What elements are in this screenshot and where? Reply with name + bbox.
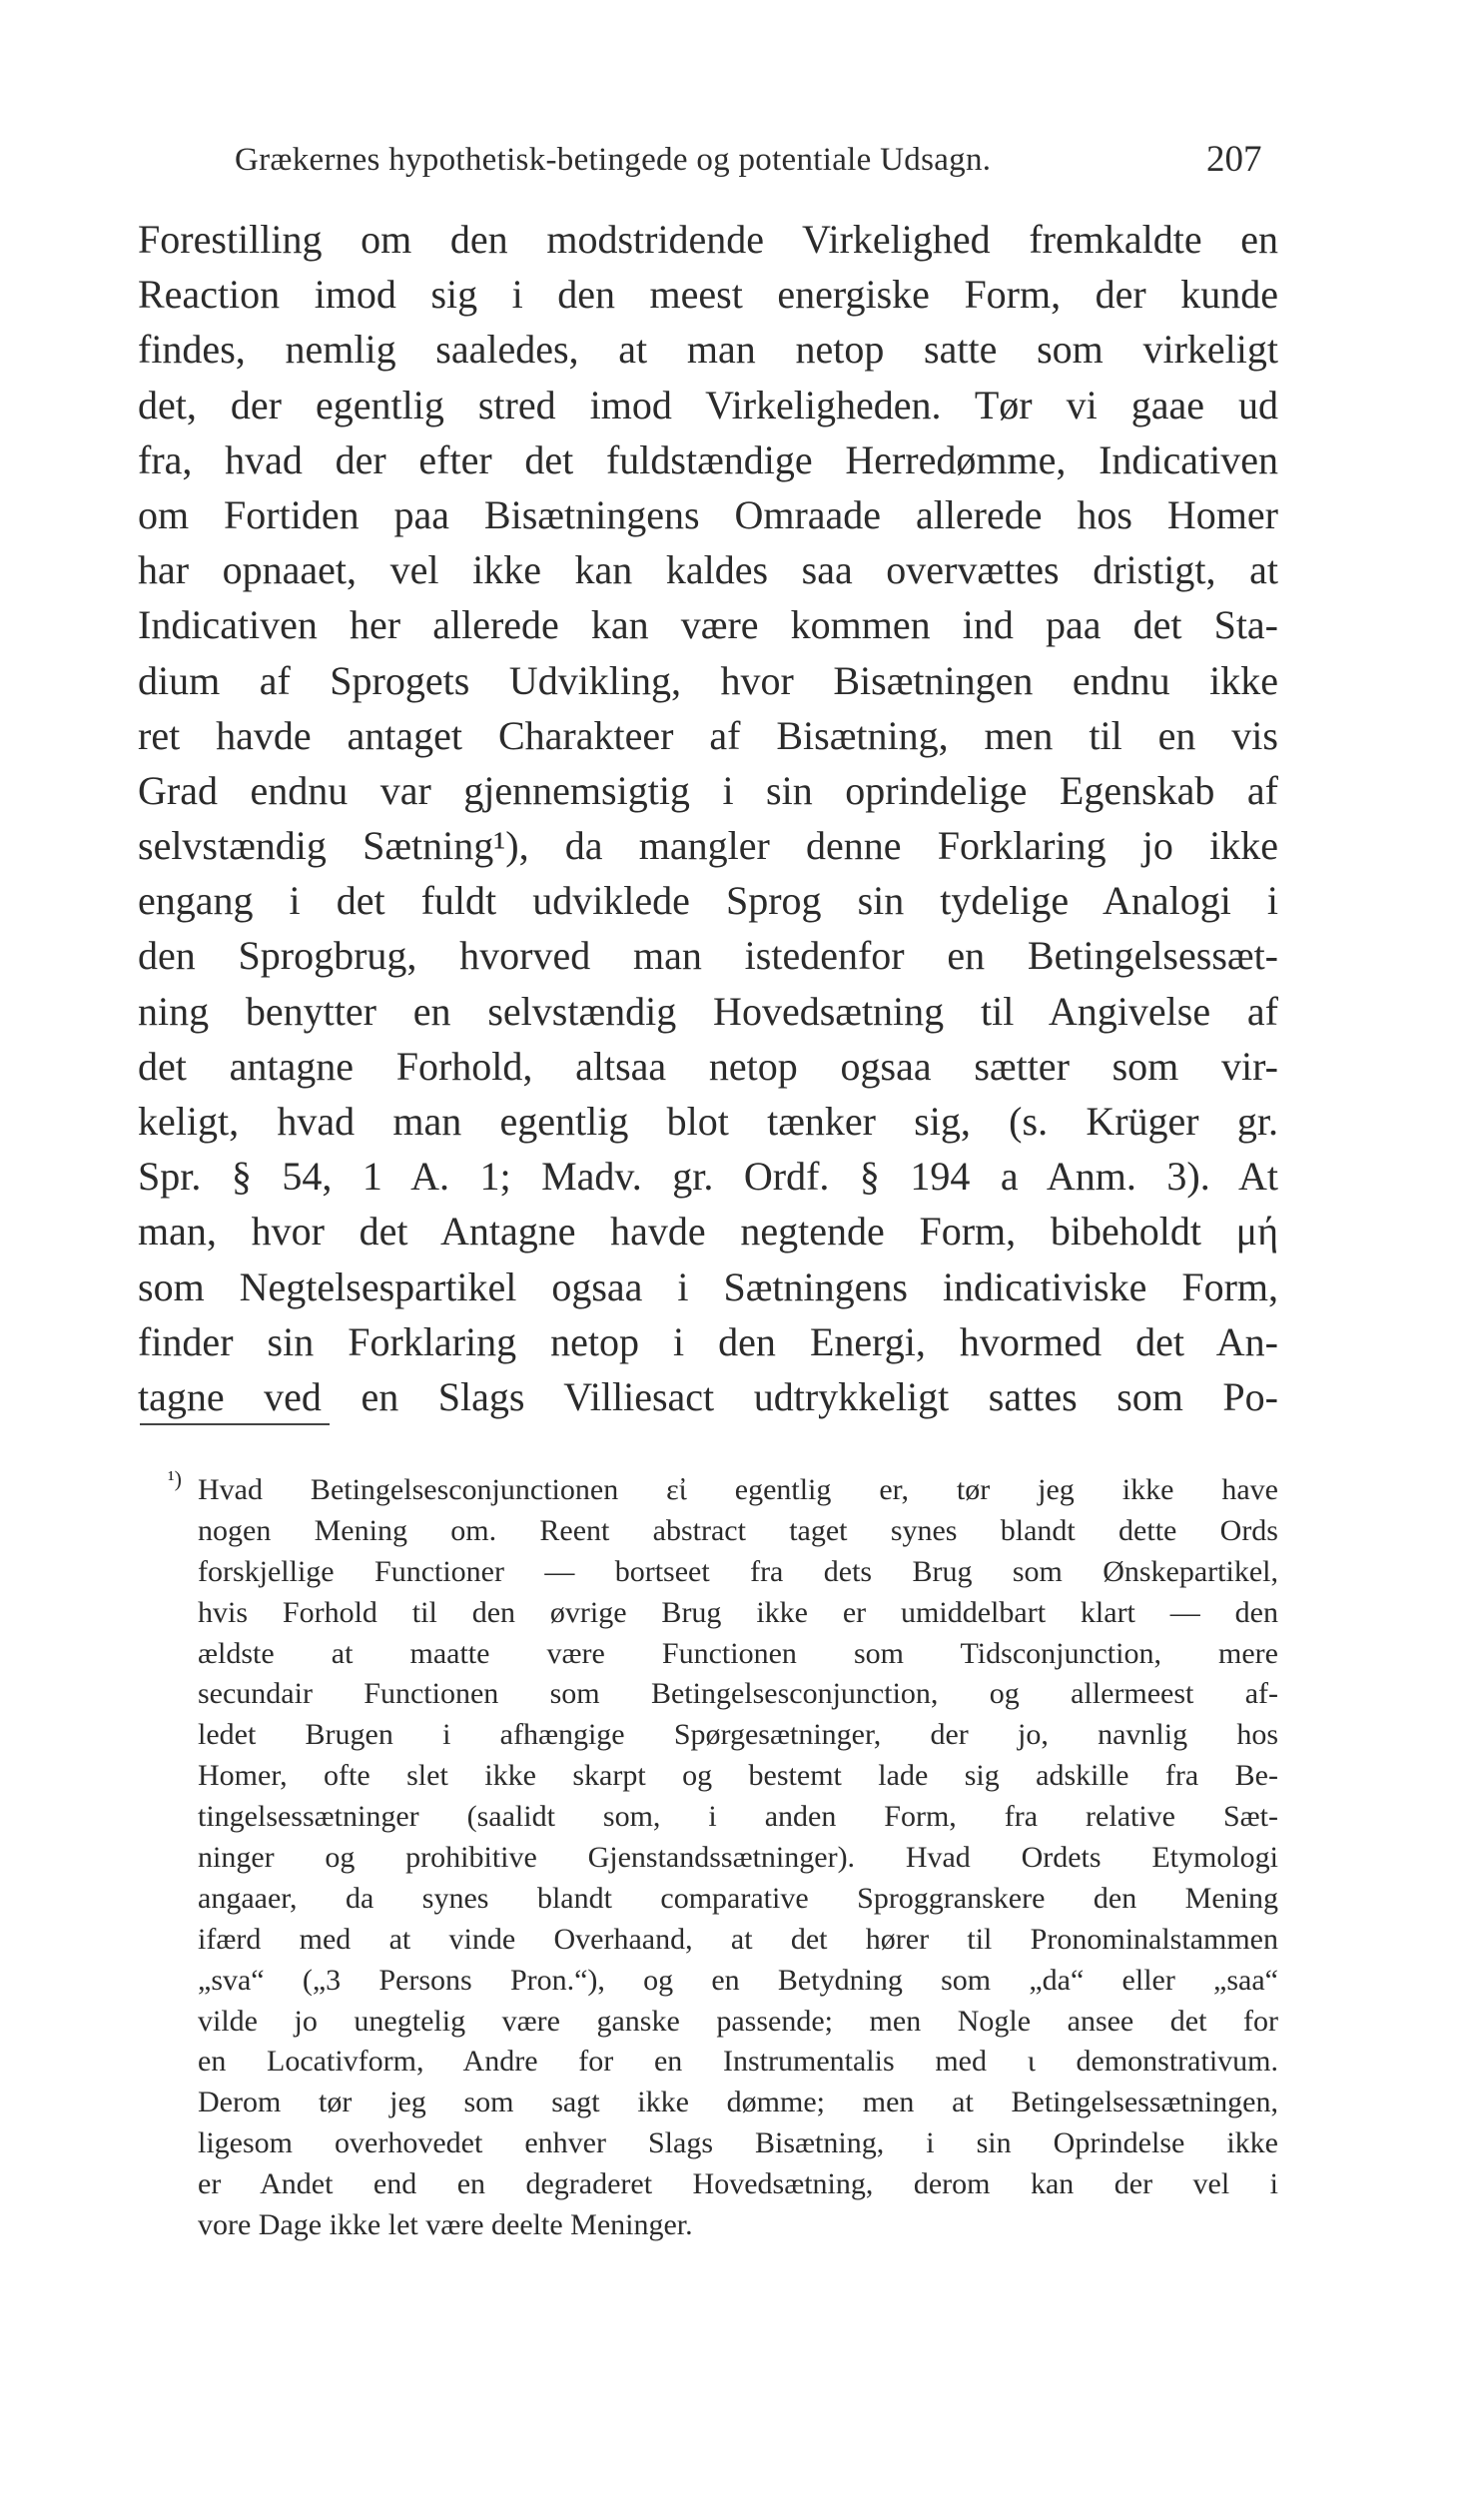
- footnote-line: forskjellige Functioner — bortseet fra dets Brug som Ønskepartikel,: [198, 1554, 1278, 1588]
- footnote-line: er Andet end en degraderet Hovedsætning, derom kan der vel i: [198, 2167, 1278, 2201]
- footnote-line: „sva“ („3 Persons Pron.“), og en Betydning som „da“ eller „saa“: [198, 1963, 1278, 1997]
- footnote-line: ældste at maatte være Functionen som Tidsconjunction, mere: [198, 1636, 1278, 1670]
- text-line: engang i det fuldt udviklede Sprog sin tydelige Analogi i: [138, 878, 1278, 924]
- footnote-line: ligesom overhovedet enhver Slags Bisætning, i sin Oprindelse ikke: [198, 2126, 1278, 2160]
- text-line: selvstændig Sætning¹), da mangler denne Forklaring jo ikke: [138, 823, 1278, 869]
- footnote-marker: ¹): [168, 1466, 182, 1491]
- text-line: Grad endnu var gjennemsigtig i sin oprindelige Egenskab af: [138, 767, 1278, 813]
- footnote-block: [198, 1470, 1278, 2246]
- text-line: findes, nemlig saaledes, at man netop satte som virkeligt: [138, 327, 1278, 373]
- footnote-line: Homer, ofte slet ikke skarpt og bestemt lade sig adskille fra Be-: [198, 1759, 1278, 1793]
- text-line: dium af Sprogets Udvikling, hvor Bisætningen endnu ikke: [138, 657, 1278, 703]
- page-number: 207: [1206, 139, 1262, 180]
- footnote-line: en Locativform, Andre for en Instrumentalis med ι demonstrativum.: [198, 2045, 1278, 2079]
- footnote-line: vilde jo unegtelig være ganske passende; men Nogle ansee det for: [198, 2004, 1278, 2038]
- text-line: Forestilling om den modstridende Virkelighed fremkaldte en: [138, 217, 1278, 262]
- footnote-line: Derom tør jeg som sagt ikke dømme; men at Betingelsessætningen,: [198, 2086, 1278, 2119]
- footnote-line: angaaer, da synes blandt comparative Sproggranskere den Mening: [198, 1881, 1278, 1915]
- text-line: om Fortiden paa Bisætningens Omraade allerede hos Homer: [138, 491, 1278, 537]
- footnote-line: nogen Mening om. Reent abstract taget synes blandt dette Ords: [198, 1513, 1278, 1547]
- text-line: finder sin Forklaring netop i den Energi, hvormed det An-: [138, 1318, 1278, 1364]
- footnote-line: vore Dage ikke let være deelte Meninger.: [198, 2208, 693, 2242]
- text-line: fra, hvad der efter det fuldstændige Herredømme, Indicativen: [138, 436, 1278, 482]
- text-line: keligt, hvad man egentlig blot tænker sig, (s. Krüger gr.: [138, 1099, 1278, 1144]
- text-line: Reaction imod sig i den meest energiske Form, der kunde: [138, 272, 1278, 318]
- footnote-line: tingelsessætninger (saalidt som, i anden Form, fra relative Sæt-: [198, 1800, 1278, 1834]
- footnote-divider: [140, 1423, 330, 1425]
- footnote-line: Hvad Betingelsesconjunctionen εἰ egentlig er, tør jeg ikke have: [198, 1473, 1278, 1506]
- text-line: Spr. § 54, 1 A. 1; Madv. gr. Ordf. § 194 a Anm. 3). At: [138, 1154, 1278, 1200]
- footnote-line: hvis Forhold til den øvrige Brug ikke er umiddelbart klart — den: [198, 1595, 1278, 1629]
- text-line: som Negtelsespartikel ogsaa i Sætningens indicativiske Form,: [138, 1263, 1278, 1309]
- text-line: den Sprogbrug, hvorved man istedenfor en Betingelsessæt-: [138, 933, 1278, 979]
- footnote-line: ifærd med at vinde Overhaand, at det hører til Pronominalstammen: [198, 1922, 1278, 1956]
- text-line: ret havde antaget Charakteer af Bisætning, men til en vis: [138, 712, 1278, 758]
- footnote-line: ninger og prohibitive Gjenstandssætninger). Hvad Ordets Etymologi: [198, 1841, 1278, 1875]
- text-line: tagne ved en Slags Villiesact udtrykkeligt sattes som Po-: [138, 1373, 1278, 1419]
- main-text-block: [138, 212, 1278, 1424]
- text-line: det, der egentlig stred imod Virkeligheden. Tør vi gaae ud: [138, 382, 1278, 427]
- text-line: har opnaaet, vel ikke kan kaldes saa overvættes dristigt, at: [138, 547, 1278, 593]
- footnote-line: ledet Brugen i afhængige Spørgesætninger, der jo, navnlig hos: [198, 1718, 1278, 1752]
- footnote-line: secundair Functionen som Betingelsesconjunction, og allermeest af-: [198, 1677, 1278, 1711]
- text-line: Indicativen her allerede kan være kommen ind paa det Sta-: [138, 602, 1278, 648]
- running-title: Grækernes hypothetisk-betingede og potentiale Udsagn.: [235, 142, 992, 178]
- text-line: det antagne Forhold, altsaa netop ogsaa sætter som vir-: [138, 1043, 1278, 1089]
- text-line: man, hvor det Antagne havde negtende Form, bibeholdt μή: [138, 1209, 1278, 1255]
- text-line: ning benytter en selvstændig Hovedsætning til Angivelse af: [138, 988, 1278, 1034]
